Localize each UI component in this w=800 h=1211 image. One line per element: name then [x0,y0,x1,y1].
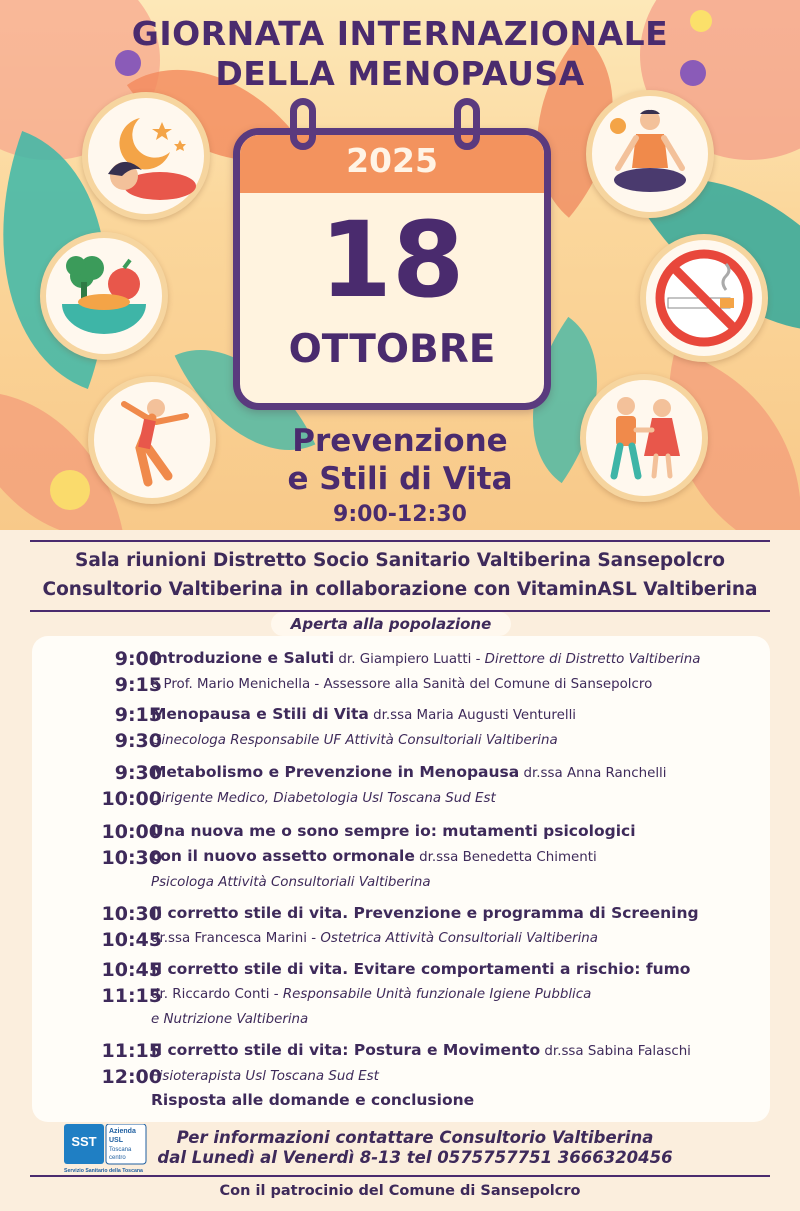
logo-caption: Servizio Sanitario della Toscana [64,1168,143,1174]
end-time: 12:00 [101,1066,162,1088]
start-time: 10:45 [101,959,162,981]
speaker: dr.ssa Anna Ranchelli [519,766,667,781]
start-time: 9:15 [114,704,162,726]
no-smoking-circle [640,234,768,362]
venue-line-1: Sala riunioni Distretto Socio Sanitario Valtiberina Sansepolcro [75,550,725,571]
program-description [151,819,761,895]
event-subtitle [0,422,800,498]
start-time: 11:15 [101,1040,162,1062]
divider [30,1175,770,1177]
program-description [151,760,761,811]
logo-mark: SST [71,1134,97,1149]
contact-line-1: Per informazioni contattare Consultorio Valtiberina [176,1128,654,1147]
speaker-role: Dirigente Medico, Diabetologia Usl Toscana Sud Est [151,791,496,806]
talk-title: Metabolismo e Prevenzione in Menopausa [151,763,520,781]
talk-title: Una nuova me o sono sempre io: mutamenti psicologici [151,822,636,840]
speaker-role: Ginecologa Responsabile UF Attività Consultoriali Valtiberina [151,733,558,748]
meditation-icon [592,96,708,212]
end-time: 10:30 [101,847,162,869]
contact-info [150,1128,680,1168]
calendar-month: OTTOBRE [288,327,496,372]
logo-line-1: Azienda [109,1128,136,1135]
program-times [62,646,162,698]
talk-title: Il corretto stile di vita. Prevenzione e programma di Screening [151,904,699,922]
speaker: dr.ssa Maria Augusti Venturelli [368,708,577,723]
title-line-2: DELLA MENOPAUSA [215,54,585,93]
talk-title-continued: con il nuovo assetto ormonale [151,847,415,865]
talk-title: Introduzione e Saluti [151,649,335,667]
calendar-year: 2025 [346,141,438,180]
speaker-line: e Prof. Mario Menichella - Assessore alla Sanità del Comune di Sansepolcro [151,677,653,692]
end-time: 9:15 [114,674,162,696]
program-times [62,901,162,953]
open-to-public-label: Aperta alla popolazione [271,612,511,636]
program-description [151,702,761,753]
healthy-food-icon [46,238,162,354]
title-line-1: GIORNATA INTERNAZIONALE [131,14,669,53]
program-description [151,646,761,697]
program-times [62,702,162,754]
speaker: dr. Giampiero Luatti - [334,652,485,667]
end-time: 10:45 [101,929,162,951]
calendar-ring [290,98,316,150]
program-description [151,901,761,951]
event-hours: 9:00-12:30 [333,502,467,527]
start-time: 10:00 [101,821,162,843]
usl-logo [64,1124,148,1174]
sleeping-woman-icon [88,98,204,214]
contact-line-2: dal Lunedì al Venerdì 8-13 tel 0575757751 3666320456 [157,1148,673,1167]
food-circle [40,232,168,360]
subtitle-line-1: Prevenzione [292,423,508,459]
program-description [151,957,761,1032]
calendar-ring [454,98,480,150]
logo-line-4: centro [109,1155,126,1161]
event-title [0,14,800,94]
talk-title: Menopausa e Stili di Vita [151,705,369,723]
program-times [62,1038,162,1090]
closing-session: Risposta alle domande e conclusione [151,1091,475,1109]
divider [30,540,770,542]
speaker: dr.ssa Sabina Falaschi [540,1044,691,1059]
speaker: dr.ssa Benedetta Chimenti [414,850,597,865]
start-time: 10:30 [101,903,162,925]
start-time: 9:00 [114,648,162,670]
speaker-role: Direttore di Distretto Valtiberina [484,652,701,667]
start-time: 9:30 [114,762,162,784]
logo-line-2: USL [109,1137,123,1144]
calendar-day: 18 [319,199,465,321]
no-smoking-icon [646,240,762,356]
end-time: 10:00 [101,788,162,810]
speaker-role: Ostetrica Attività Consultoriali Valtiberina [320,931,598,946]
end-time: 11:15 [101,985,162,1007]
end-time: 9:30 [114,730,162,752]
sleep-circle [82,92,210,220]
meditation-circle [586,90,714,218]
logo-line-3: Toscana [109,1147,132,1153]
program-card [32,636,770,1122]
date-calendar [233,128,551,410]
program-times [62,760,162,812]
subtitle-line-2: e Stili di Vita [287,461,513,497]
patronage: Con il patrocinio del Comune di Sansepolcro [219,1183,581,1199]
speaker-role: Fisioterapista Usl Toscana Sud Est [151,1069,379,1084]
speaker: dr.ssa Francesca Marini - [151,931,321,946]
speaker-role-continued: e Nutrizione Valtiberina [151,1012,309,1027]
program-times [62,957,162,1009]
program-description [151,1038,761,1089]
talk-title: Il corretto stile di vita: Postura e Movimento [151,1041,541,1059]
venue-line-2: Consultorio Valtiberina in collaborazione con VitaminASL Valtiberina [42,579,758,600]
talk-title: Il corretto stile di vita. Evitare comportamenti a rischio: fumo [151,960,691,978]
usl-logo-icon [64,1124,148,1174]
hero-illustration [0,0,800,530]
program-times [62,819,162,871]
speaker-role: Responsabile Unità funzionale Igiene Pubblica [282,987,592,1002]
venue-info [0,546,800,604]
speaker: dr. Riccardo Conti - [151,987,283,1002]
speaker-role: Psicologa Attività Consultoriali Valtiberina [151,875,431,890]
